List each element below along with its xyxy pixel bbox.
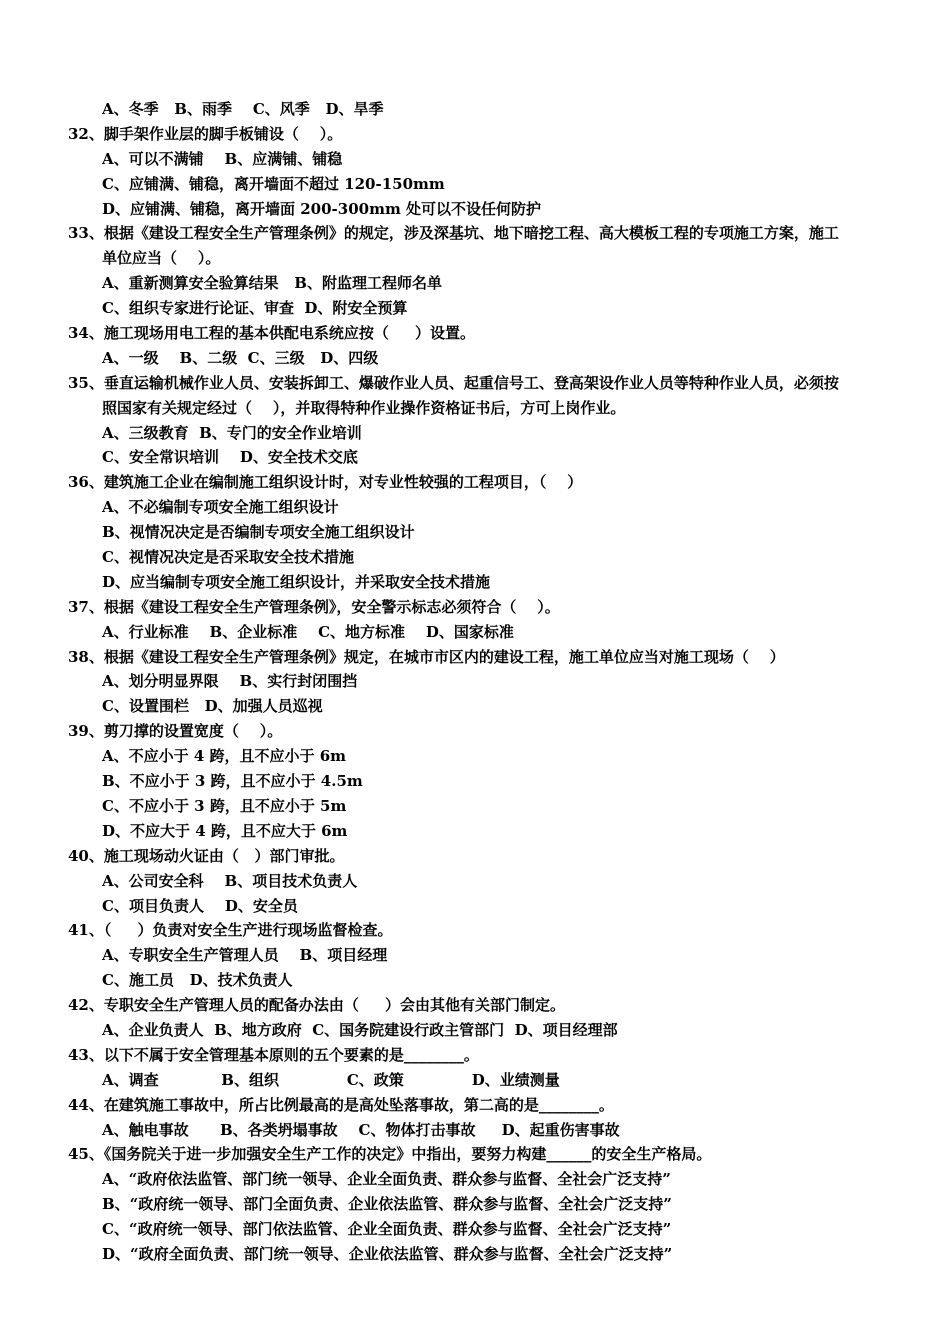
question-text: 39、剪刀撑的设置宽度（ ）。 (68, 722, 283, 741)
question-text: 34、施工现场用电工程的基本供配电系统应按（ ）设置。 (68, 324, 475, 343)
answer-option-line: B、视情况决定是否编制专项安全施工组织设计 (102, 523, 415, 542)
question-text: 36、建筑施工企业在编制施工组织设计时，对专业性较强的工程项目，（ ） (68, 473, 583, 492)
answer-option-line: B、不应小于 3 跨，且不应小于 4.5m (102, 772, 363, 791)
question-text: 35、垂直运输机械作业人员、安装拆卸工、爆破作业人员、起重信号工、登高架设作业人员等特种作业人员，必须按 (68, 373, 839, 392)
answer-option-line: C、“政府统一领导、部门依法监管、企业全面负责、群众参与监督、全社会广泛支持” (102, 1220, 672, 1239)
question-text: 44、在建筑施工事故中，所占比例最高的是高处坠落事故，第二高的是________。 (68, 1095, 614, 1114)
answer-option-line: A、冬季 B、雨季 C、风季 D、旱季 (102, 100, 384, 118)
answer-option-line: D、“政府全面负责、部门统一领导、企业依法监管、群众参与监督、全社会广泛支持” (102, 1244, 673, 1263)
answer-option-line: A、重新测算安全验算结果 B、附监理工程师名单 (102, 274, 442, 293)
answer-option-line: A、“政府依法监管、部门统一领导、企业全面负责、群众参与监督、全社会广泛支持” (102, 1170, 671, 1189)
answer-option-line: A、一级 B、二级 C、三级 D、四级 (102, 348, 379, 367)
answer-option-line: A、专职安全生产管理人员 B、项目经理 (102, 946, 388, 965)
answer-option-line: D、应铺满、铺稳，离开墙面 200-300mm 处可以不设任何防护 (102, 199, 542, 218)
answer-option-line: A、行业标准 B、企业标准 C、地方标准 D、国家标准 (102, 622, 514, 641)
answer-option-line: A、不必编制专项安全施工组织设计 (102, 498, 339, 517)
question-text: 33、根据《建设工程安全生产管理条例》的规定，涉及深基坑、地下暗挖工程、高大模板工程的专项施工方案，施工 (68, 224, 839, 243)
question-text-continued: 照国家有关规定经过（ ），并取得特种作业操作资格证书后，方可上岗作业。 (102, 398, 626, 417)
answer-option-line: D、不应大于 4 跨，且不应大于 6m (102, 821, 348, 840)
answer-option-line: A、可以不满铺 B、应满铺、铺稳 (102, 149, 343, 168)
answer-option-line: C、不应小于 3 跨，且不应小于 5m (102, 796, 347, 815)
answer-option-line: A、不应小于 4 跨，且不应小于 6m (102, 747, 347, 766)
answer-option-line: C、设置围栏 D、加强人员巡视 (102, 697, 323, 716)
exam-question-list (68, 97, 898, 1267)
answer-option-line: A、三级教育 B、专门的安全作业培训 (102, 423, 362, 442)
answer-option-line: C、项目负责人 D、安全员 (102, 896, 298, 915)
answer-option-line: A、调查 B、组织 C、政策 D、业绩测量 (102, 1070, 560, 1089)
question-text: 37、根据《建设工程安全生产管理条例》，安全警示标志必须符合（ ）。 (68, 597, 560, 616)
answer-option-line: A、企业负责人 B、地方政府 C、国务院建设行政主管部门 D、项目经理部 (102, 1020, 618, 1039)
answer-option-line: A、触电事故 B、各类坍塌事故 C、物体打击事故 D、起重伤害事故 (102, 1120, 620, 1139)
question-text: 42、专职安全生产管理人员的配备办法由（ ）会由其他有关部门制定。 (68, 996, 565, 1015)
question-text: 40、施工现场动火证由（ ）部门审批。 (68, 846, 345, 865)
answer-option-line: B、“政府统一领导、部门全面负责、企业依法监管、群众参与监督、全社会广泛支持” (102, 1195, 672, 1214)
question-text: 41、（ ）负责对安全生产进行现场监督检查。 (68, 921, 393, 940)
answer-option-line: A、公司安全科 B、项目技术负责人 (102, 871, 358, 890)
answer-option-line: C、视情况决定是否采取安全技术措施 (102, 548, 354, 567)
question-text: 45、《国务院关于进一步加强安全生产工作的决定》中指出，要努力构建______的安全生产格局。 (68, 1145, 712, 1164)
question-text-continued: 单位应当（ ）。 (102, 249, 221, 268)
answer-option-line: D、应当编制专项安全施工组织设计，并采取安全技术措施 (102, 572, 491, 591)
answer-option-line: C、施工员 D、技术负责人 (102, 971, 293, 990)
answer-option-line: A、划分明显界限 B、实行封闭围挡 (102, 672, 358, 691)
answer-option-line: C、应铺满、铺稳，离开墙面不超过 120-150mm (102, 174, 445, 193)
answer-option-line: C、组织专家进行论证、审查 D、附安全预算 (102, 299, 408, 318)
question-text: 32、脚手架作业层的脚手板铺设（ ）。 (68, 124, 343, 143)
question-text: 38、根据《建设工程安全生产管理条例》规定，在城市市区内的建设工程，施工单位应当对施工现场（ ） (68, 647, 785, 666)
answer-option-line: C、安全常识培训 D、安全技术交底 (102, 448, 358, 467)
question-text: 43、以下不属于安全管理基本原则的五个要素的是________。 (68, 1045, 479, 1064)
